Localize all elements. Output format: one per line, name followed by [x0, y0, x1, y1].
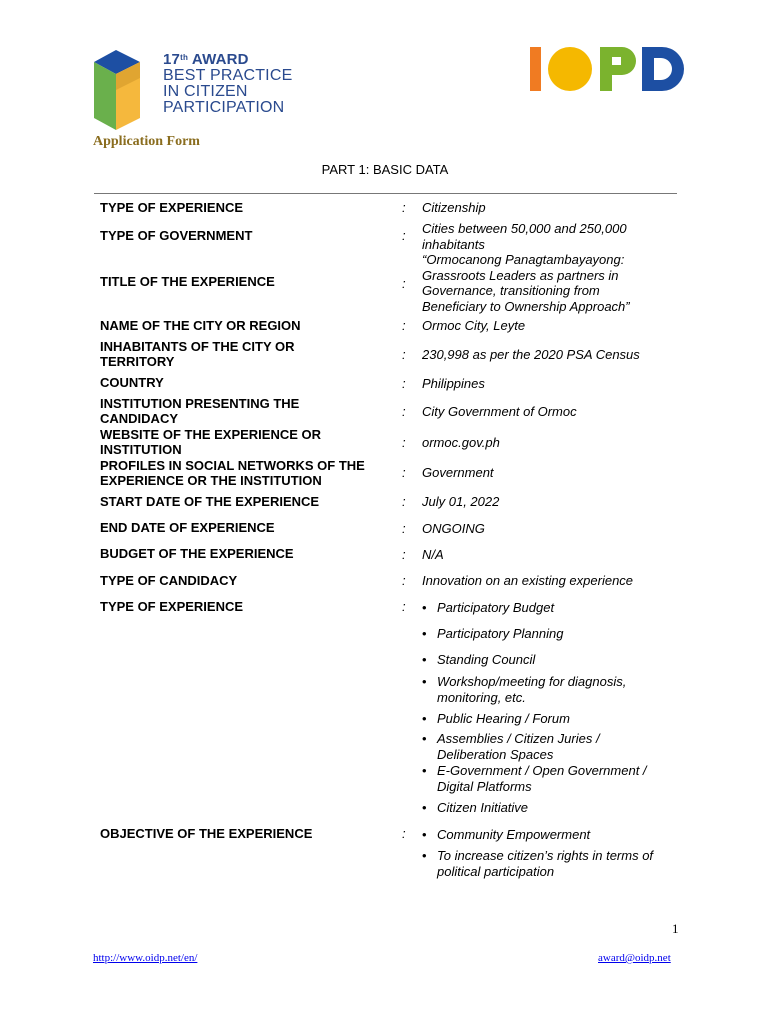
award-line-2: BEST PRACTICE: [163, 67, 293, 84]
field-colon: :: [402, 826, 406, 841]
field-colon: :: [402, 573, 406, 588]
bullet-icon: •: [422, 711, 427, 726]
field-value: July 01, 2022: [422, 494, 500, 509]
form-title: Application Form: [93, 134, 200, 149]
bullet-icon: •: [422, 763, 427, 778]
field-label: TYPE OF CANDIDACY: [100, 573, 238, 588]
part-title-text: PART 1: BASIC DATA: [321, 162, 449, 177]
field-colon: :: [402, 404, 406, 419]
list-item-text: Community Empowerment: [437, 827, 591, 842]
field-label: END DATE OF EXPERIENCE: [100, 520, 275, 535]
list-item-text: Workshop/meeting for diagnosis, monitoring, etc.: [437, 674, 627, 705]
list-item-text: Public Hearing / Forum: [437, 711, 570, 726]
field-colon: :: [402, 547, 406, 562]
bullet-icon: •: [422, 626, 427, 641]
list-item-text: E-Government / Open Government / Digital Platforms: [437, 763, 647, 794]
field-label: NAME OF THE CITY OR REGION: [100, 318, 301, 333]
award-number: 17: [163, 51, 181, 68]
field-colon: :: [402, 276, 406, 291]
field-colon: :: [402, 521, 406, 536]
list-item-text: Participatory Planning: [437, 626, 564, 641]
field-label: INSTITUTION PRESENTING THE CANDIDACY: [100, 396, 300, 426]
field-label: TYPE OF EXPERIENCE: [100, 599, 244, 614]
field-colon: :: [402, 465, 406, 480]
list-item-text: Participatory Budget: [437, 600, 555, 615]
field-colon: :: [402, 228, 406, 243]
email-link[interactable]: award@oidp.net: [598, 952, 671, 964]
list-item-text: Citizen Initiative: [437, 800, 529, 815]
field-value: Citizenship: [422, 200, 486, 215]
list-item-text: Standing Council: [437, 652, 536, 667]
field-value: 230,998 as per the 2020 PSA Census: [422, 347, 640, 362]
field-label: START DATE OF THE EXPERIENCE: [100, 494, 320, 509]
field-colon: :: [402, 494, 406, 509]
field-label: INHABITANTS OF THE CITY OR TERRITORY: [100, 339, 295, 369]
website-link[interactable]: http://www.oidp.net/en/: [93, 952, 198, 964]
field-value: “Ormocanong Panagtambayayong: Grassroots Leaders as partners in Governance, transitioning from Beneficiary to Ownership Approach”: [422, 252, 630, 314]
list-item-text: To increase citizen’s rights in terms of political participation: [437, 848, 654, 879]
award-line-3: IN CITIZEN: [163, 83, 248, 100]
field-value: ONGOING: [422, 521, 485, 536]
field-colon: :: [402, 200, 406, 215]
bullet-icon: •: [422, 800, 427, 815]
field-label: WEBSITE OF THE EXPERIENCE OR INSTITUTION: [100, 427, 322, 457]
award-title: [163, 52, 292, 116]
field-label: PROFILES IN SOCIAL NETWORKS OF THE EXPERIENCE OR THE INSTITUTION: [100, 458, 365, 488]
field-label: BUDGET OF THE EXPERIENCE: [100, 546, 294, 561]
part-title: [0, 162, 770, 177]
field-value: Innovation on an existing experience: [422, 573, 634, 588]
field-colon: :: [402, 599, 406, 614]
award-number-suffix: th: [180, 53, 189, 62]
field-colon: :: [402, 347, 406, 362]
field-value: Ormoc City, Leyte: [422, 318, 526, 333]
field-label: TYPE OF EXPERIENCE: [100, 200, 244, 215]
bullet-icon: •: [422, 848, 427, 863]
field-value: Philippines: [422, 376, 485, 391]
header-divider: [94, 193, 677, 194]
field-value: ormoc.gov.ph: [422, 435, 500, 450]
field-label: TYPE OF GOVERNMENT: [100, 228, 253, 243]
field-value: Cities between 50,000 and 250,000 inhabitants: [422, 221, 627, 252]
field-value: City Government of Ormoc: [422, 404, 577, 419]
page-number: 1: [672, 921, 679, 936]
field-colon: :: [402, 318, 406, 333]
field-value: Government: [422, 465, 494, 480]
bullet-icon: •: [422, 652, 427, 667]
field-label: COUNTRY: [100, 375, 164, 390]
field-value: N/A: [422, 547, 444, 562]
field-colon: :: [402, 376, 406, 391]
award-word: AWARD: [188, 51, 249, 68]
field-label: TITLE OF THE EXPERIENCE: [100, 274, 275, 289]
award-line-4: PARTICIPATION: [163, 99, 285, 116]
bullet-icon: •: [422, 731, 427, 746]
list-item-text: Assemblies / Citizen Juries / Deliberation Spaces: [437, 731, 600, 762]
bullet-icon: •: [422, 827, 427, 842]
field-label: OBJECTIVE OF THE EXPERIENCE: [100, 826, 313, 841]
bullet-icon: •: [422, 600, 427, 615]
field-colon: :: [402, 435, 406, 450]
bullet-icon: •: [422, 674, 427, 689]
iopd-logo: [528, 44, 692, 94]
